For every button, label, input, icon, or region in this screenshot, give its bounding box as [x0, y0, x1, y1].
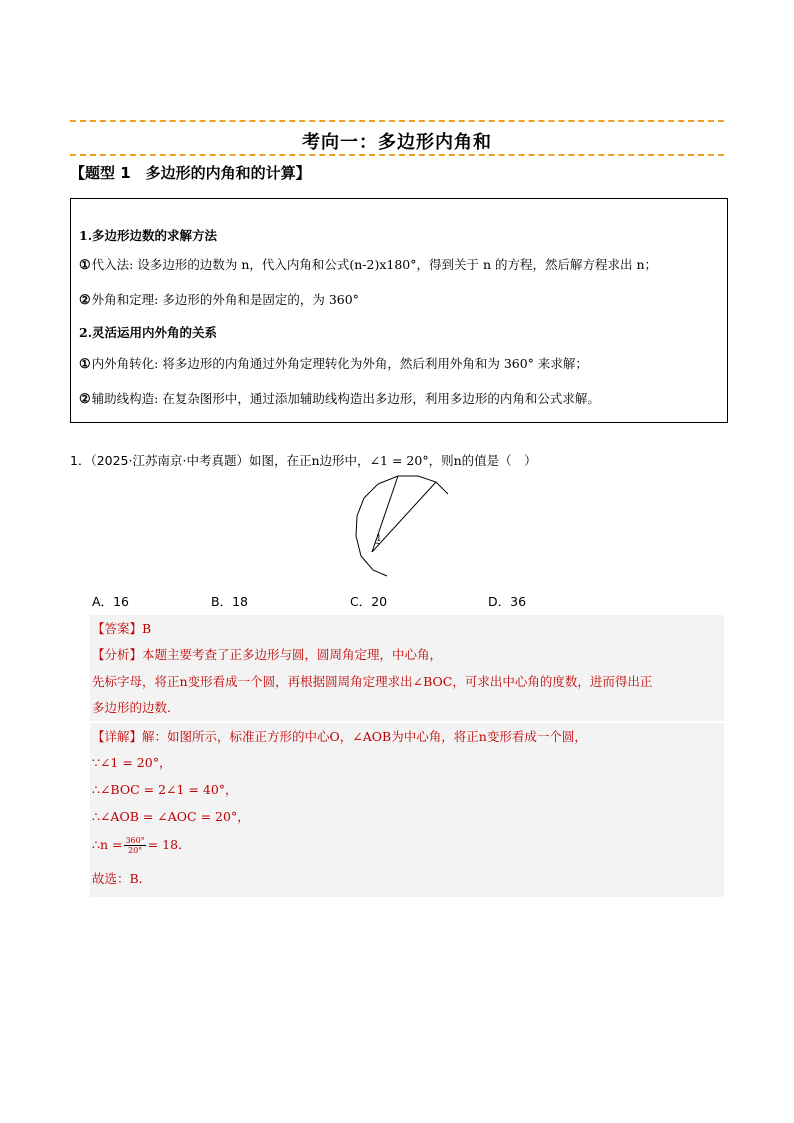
dashed-rule-top — [70, 120, 724, 122]
item-text: 外角和定理: 多边形的外角和是固定的，为 360° — [91, 292, 359, 307]
analysis-tag: 【分析】 — [92, 647, 143, 662]
angle-label-1: 1 — [376, 534, 382, 544]
step-text: = 18． — [147, 837, 191, 852]
item-text: 辅助线构造: 在复杂图形中，通过添加辅助线构造出多边形，利用多边形的内角和公式求解。 — [91, 391, 600, 406]
polygon-figure — [352, 472, 452, 580]
panel-divider — [90, 721, 724, 723]
option-b — [211, 592, 248, 610]
option-letter: D． — [488, 594, 511, 609]
analysis-text: 变形看成一个圆，再根据圆周角定理求出 — [187, 674, 413, 689]
answer-panel — [90, 615, 724, 897]
dashed-rule-bottom — [70, 154, 724, 156]
method-box — [70, 198, 728, 423]
section-title: 考向一：多边形内角和 — [302, 132, 492, 153]
step-3: ∴∠AOB = ∠AOC = 20°， — [92, 809, 250, 824]
detail-text: 解：如图所示，标准正方形的中心 — [142, 729, 330, 744]
step-2: ∴∠BOC = 2∠1 = 40°， — [92, 782, 238, 797]
method-heading-2: 2.灵活运用内外角的关系 — [79, 325, 218, 340]
question-number: 1． — [70, 453, 91, 468]
item-number: ① — [79, 258, 91, 273]
answer-tag: 【答案】 — [92, 621, 143, 636]
method-item-3 — [79, 354, 588, 372]
detail-text: 变形看成一个圆， — [486, 729, 587, 744]
method-item-1 — [79, 255, 657, 273]
var-n: n — [453, 453, 462, 468]
detail-text: 为中心角，将正 — [391, 729, 479, 744]
item-text: 内外角转化: 将多边形的内角通过外角定理转化为外角，然后利用外角和为 360° 来求解； — [91, 356, 588, 371]
conclusion: 故选：B． — [92, 871, 152, 886]
analysis-text: 本题主要考查了正多边形与圆，圆周角定理，中心角， — [142, 647, 443, 662]
var-n: n — [311, 453, 320, 468]
type-heading: 【题型 1 多边形的内角和的计算】 — [70, 164, 311, 182]
analysis-line-1 — [92, 645, 442, 663]
analysis-text: 先标字母，将正 — [92, 674, 180, 689]
method-item-2 — [79, 290, 359, 308]
option-a — [92, 592, 129, 610]
fraction-numerator: 360° — [125, 836, 145, 845]
analysis-line-3: 多边形的边数． — [92, 700, 180, 715]
detail-text: ， — [339, 729, 353, 744]
item-number: ① — [79, 357, 91, 372]
question-text-b: 边形中， — [319, 453, 370, 468]
detail-tag: 【详解】 — [92, 729, 143, 744]
fraction — [124, 836, 145, 855]
option-d — [488, 592, 526, 610]
var-n: n — [179, 674, 188, 689]
option-letter: C． — [350, 594, 372, 609]
method-heading-1: 1.多边形边数的求解方法 — [79, 228, 218, 243]
point-o: O — [329, 729, 340, 744]
var-n: n — [478, 729, 487, 744]
analysis-line-2 — [92, 672, 652, 690]
question-1 — [70, 451, 537, 469]
step-1: ∵∠1 = 20°， — [92, 755, 172, 770]
option-value: 20 — [371, 594, 388, 609]
option-c — [350, 592, 387, 610]
fraction-denominator: 20° — [128, 846, 143, 855]
item-number: ② — [79, 293, 91, 308]
option-value: 36 — [510, 594, 527, 609]
question-source: （2025·江苏南京·中考真题） — [90, 453, 249, 468]
step-text: ∴n = — [92, 837, 123, 852]
question-text-c: ，则 — [428, 453, 454, 468]
question-text-d: 的值是（ ） — [461, 453, 537, 468]
method-item-4 — [79, 389, 600, 407]
option-letter: B． — [211, 594, 233, 609]
polygon-outline — [356, 476, 448, 576]
angle-given: ∠1 = 20° — [369, 453, 429, 468]
option-value: 16 — [113, 594, 129, 609]
detail-line-1 — [92, 727, 587, 745]
angle-boc: ∠BOC — [412, 674, 453, 689]
step-4 — [92, 835, 191, 855]
option-letter: A． — [92, 594, 114, 609]
item-text: 代入法: 设多边形的边数为 n，代入内角和公式(n-2)x180°，得到关于 n 的方程，然后解方程求出 n； — [91, 257, 658, 272]
option-value: 18 — [232, 594, 248, 609]
question-text-a: 如图，在正 — [248, 453, 312, 468]
answer-value: B — [142, 621, 152, 636]
analysis-text: ，可求出中心角的度数，进而得出正 — [452, 674, 653, 689]
answer-line — [92, 619, 151, 637]
item-number: ② — [79, 392, 91, 407]
angle-aob: ∠AOB — [352, 729, 392, 744]
